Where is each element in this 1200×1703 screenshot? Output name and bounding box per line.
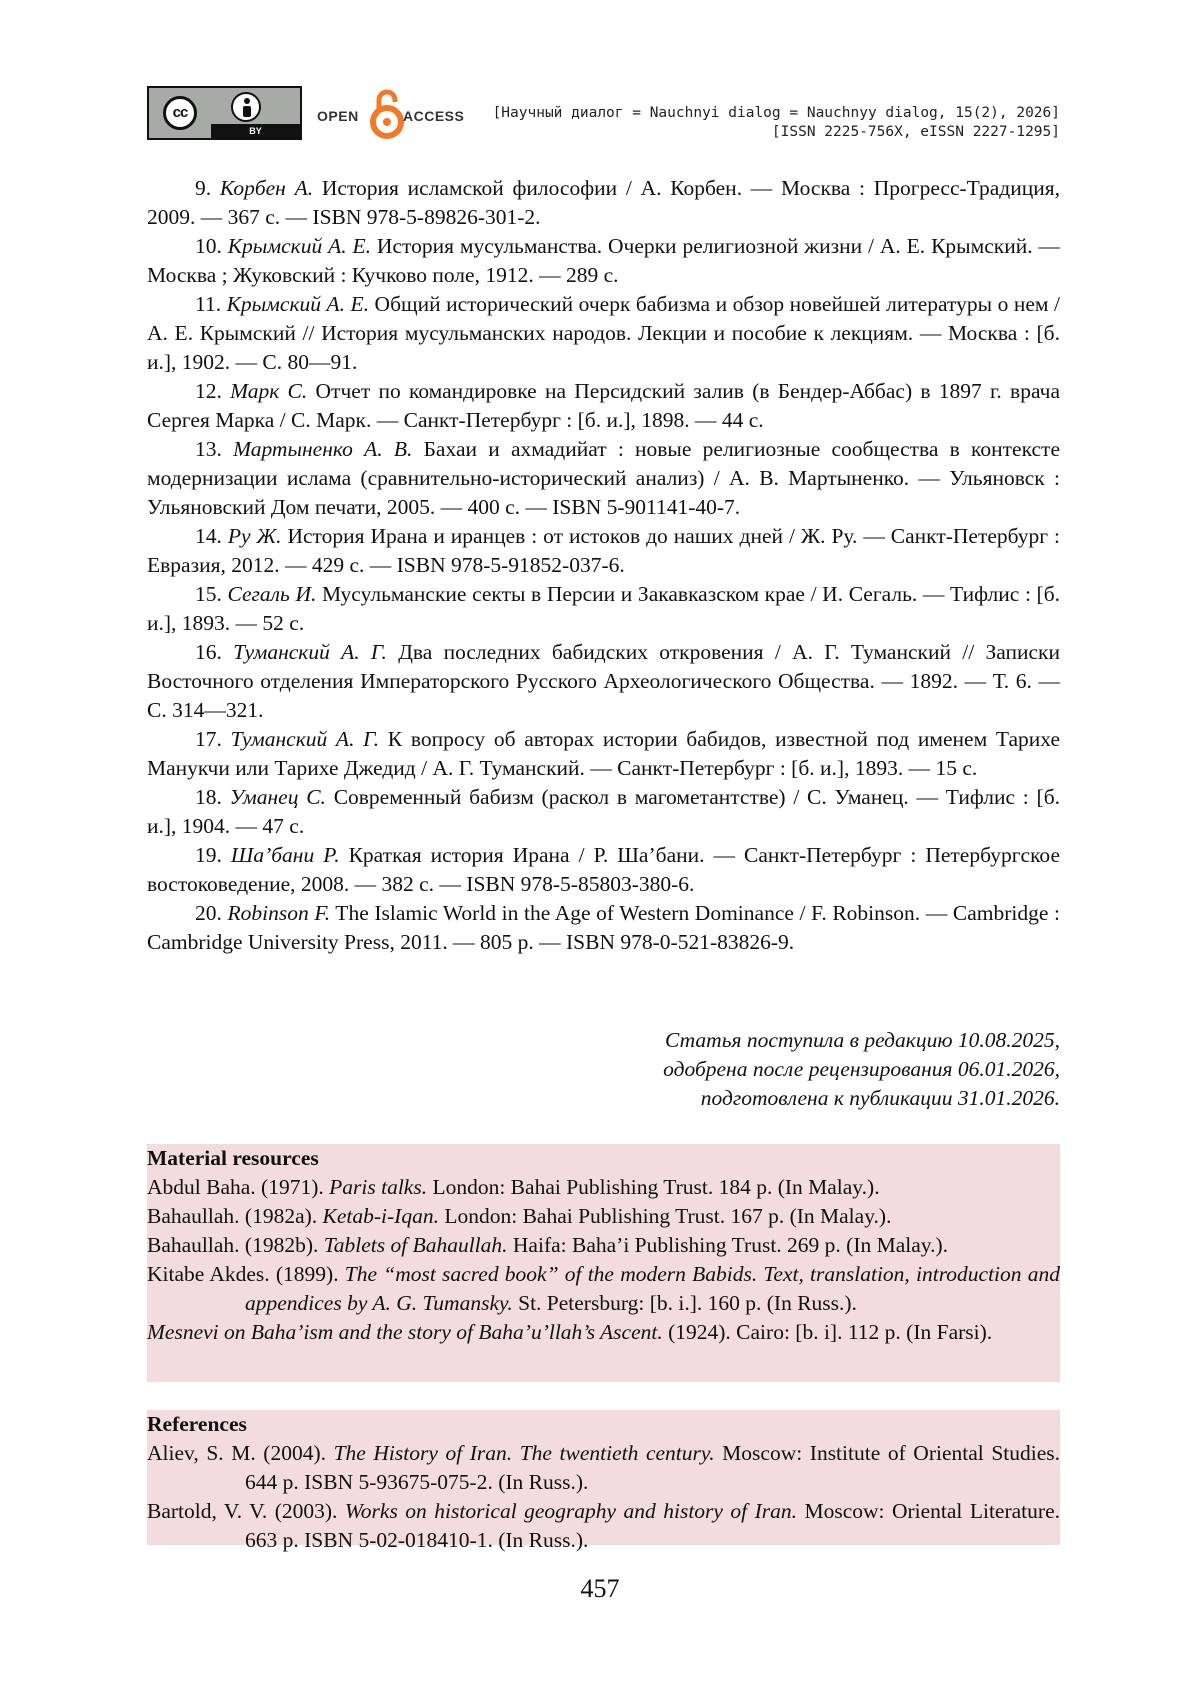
- reference-prefix: Abdul Baha. (1971).: [147, 1175, 330, 1199]
- reference-entry: [147, 1202, 1060, 1231]
- material-resources-section: [147, 1144, 1060, 1382]
- reference-number: 14.: [195, 524, 228, 548]
- reference-entry: [147, 1497, 1060, 1555]
- reference-author: Крымский А. Е.: [227, 234, 372, 258]
- reference-entry: [147, 638, 1060, 725]
- open-label: OPEN: [317, 108, 359, 124]
- material-resources-heading: Material resources: [147, 1146, 319, 1170]
- reference-number: 16.: [195, 640, 234, 664]
- attribution-icon: [231, 92, 261, 122]
- reference-entry: [147, 1318, 1060, 1347]
- reference-suffix: St. Petersburg: [b. i.]. 160 p. (In Russ.).: [512, 1291, 857, 1315]
- reference-title: The “most sacred book” of the modern Babids. Text, translation, introduction and appendices by A. G. Tumansky.: [245, 1262, 1060, 1315]
- reference-text: Краткая история Ирана / Р. Ша’бани. — Санкт-Петербург : Петербургское востоковедение, 2008. — 382 с. — ISBN 978-5-85803-380-6.: [147, 843, 1060, 896]
- reference-entry: [147, 290, 1060, 377]
- approved-date: одобрена после рецензирования 06.01.2026,: [663, 1057, 1060, 1081]
- submission-dates: [147, 1026, 1060, 1113]
- reference-author: Мартыненко А. В.: [233, 437, 413, 461]
- reference-suffix: London: Bahai Publishing Trust. 184 p. (In Malay.).: [427, 1175, 880, 1199]
- russian-reference-list: [147, 174, 1060, 957]
- reference-text: История исламской философии / А. Корбен. — Москва : Прогресс-Традиция, 2009. — 367 с. — ISBN 978-5-89826-301-2.: [147, 176, 1060, 229]
- references-list: [147, 1439, 1060, 1555]
- reference-entry: [147, 899, 1060, 957]
- received-date: Статья поступила в редакцию 10.08.2025,: [664, 1028, 1060, 1052]
- reference-number: 10.: [195, 234, 228, 258]
- reference-text: The Islamic World in the Age of Western Dominance / F. Robinson. — Cambridge : Cambridge University Press, 2011. — 805 p. — ISBN 978-0-521-83826-9.: [147, 901, 1060, 954]
- open-lock-icon: [369, 88, 405, 140]
- reference-author: Сегаль И.: [227, 582, 317, 606]
- reference-suffix: Moscow: Institute of Oriental Studies. 644 p. ISBN 5-93675-075-2. (In Russ.).: [245, 1441, 1061, 1494]
- reference-entry: [147, 1439, 1060, 1497]
- reference-text: Общий исторический очерк бабизма и обзор новейшей литературы о нем / А. Е. Крымский // История мусульманских народов. Лекции и пособие к лекциям. — Москва : [б. и.], 1902. — С. 80—91.: [147, 292, 1060, 374]
- reference-entry: [147, 377, 1060, 435]
- reference-text: История мусульманства. Очерки религиозной жизни / А. Е. Крымский. — Москва ; Жуковский : Кучково поле, 1912. — 289 с.: [147, 234, 1060, 287]
- reference-title: The History of Iran. The twentieth century.: [333, 1441, 715, 1465]
- cc-icon: cc: [163, 96, 197, 130]
- journal-title-line: [Научный диалог = Nauchnyi dialog = Nauchnyy dialog, 15(2), 2026]: [492, 105, 1060, 121]
- reference-suffix: London: Bahai Publishing Trust. 167 p. (In Malay.).: [438, 1204, 892, 1228]
- reference-entry: [147, 1231, 1060, 1260]
- reference-entry: [147, 783, 1060, 841]
- reference-entry: [147, 725, 1060, 783]
- reference-entry: [147, 232, 1060, 290]
- prepared-date: подготовлена к публикации 31.01.2026.: [700, 1086, 1060, 1110]
- reference-entry: [147, 522, 1060, 580]
- references-section: [147, 1410, 1061, 1552]
- reference-entry: [147, 1173, 1060, 1202]
- reference-title: Works on historical geography and history of Iran.: [344, 1499, 798, 1523]
- reference-author: Марк С.: [230, 379, 308, 403]
- reference-number: 17.: [195, 727, 231, 751]
- reference-prefix: Bartold, V. V. (2003).: [147, 1499, 345, 1523]
- reference-author: Корбен А.: [219, 176, 314, 200]
- reference-text: История Ирана и иранцев : от истоков до наших дней / Ж. Ру. — Санкт-Петербург : Евразия, 2012. — 429 с. — ISBN 978-5-91852-037-6.: [147, 524, 1061, 577]
- reference-text: Два последних бабидских откровения / А. Г. Туманский // Записки Восточного отделения Императорского Русского Археологического Общества. — 1892. — Т. 6. — С. 314—321.: [147, 640, 1061, 722]
- reference-number: 18.: [195, 785, 230, 809]
- reference-prefix: Bahaullah. (1982a).: [147, 1204, 323, 1228]
- reference-title: Ketab-i-Iqan.: [322, 1204, 439, 1228]
- reference-number: 15.: [195, 582, 228, 606]
- reference-title: Tablets of Bahaullah.: [323, 1233, 508, 1257]
- reference-author: Крымский А. Е.: [226, 292, 370, 316]
- reference-entry: [147, 841, 1060, 899]
- journal-issn-line: [ISSN 2225-756X, eISSN 2227-1295]: [771, 124, 1060, 140]
- reference-suffix: Moscow: Oriental Literature. 663 p. ISBN 5-02-018410-1. (In Russ.).: [245, 1499, 1060, 1552]
- access-label: ACCESS: [403, 108, 465, 124]
- reference-number: 9.: [195, 176, 220, 200]
- reference-text: Отчет по командировке на Персидский залив (в Бендер-Аббас) в 1897 г. врача Сергея Марка / С. Марк. — Санкт-Петербург : [б. и.], 1898. — 44 с.: [147, 379, 1060, 432]
- reference-number: 13.: [195, 437, 234, 461]
- reference-author: Ру Ж.: [227, 524, 282, 548]
- reference-number: 11.: [195, 292, 227, 316]
- reference-prefix: Aliev, S. M. (2004).: [147, 1441, 334, 1465]
- reference-title: Paris talks.: [329, 1175, 428, 1199]
- reference-number: 20.: [195, 901, 228, 925]
- reference-prefix: Kitabe Akdes. (1899).: [147, 1262, 345, 1286]
- reference-title: Mesnevi on Baha’ism and the story of Baha’u’llah’s Ascent.: [147, 1320, 663, 1344]
- reference-entry: [147, 435, 1060, 522]
- open-access-logo[interactable]: [317, 84, 467, 144]
- reference-entry: [147, 580, 1060, 638]
- page-number: 457: [580, 1574, 620, 1603]
- reference-author: Ша’бани Р.: [230, 843, 340, 867]
- reference-suffix: (1924). Cairo: [b. i]. 112 p. (In Farsi).: [662, 1320, 993, 1344]
- material-resources-list: [147, 1173, 1060, 1347]
- reference-text: Современный бабизм (раскол в магометантстве) / С. Уманец. — Тифлис : [б. и.], 1904. — 47 с.: [147, 785, 1061, 838]
- reference-author: Уманец С.: [229, 785, 326, 809]
- reference-author: Robinson F.: [227, 901, 331, 925]
- by-label: BY: [211, 124, 300, 138]
- page-header: [147, 84, 1060, 144]
- reference-text: К вопросу об авторах истории бабидов, известной под именем Тарихе Манукчи или Тарихе Джедид / А. Г. Туманский. — Санкт-Петербург : [б. и.], 1893. — 15 с.: [147, 727, 1061, 780]
- cc-by-license-badge[interactable]: [147, 86, 302, 140]
- journal-citation: [493, 104, 1060, 142]
- reference-author: Туманский А. Г.: [233, 640, 387, 664]
- reference-entry: [147, 174, 1060, 232]
- references-heading: References: [147, 1412, 247, 1436]
- reference-number: 19.: [195, 843, 231, 867]
- reference-text: Мусульманские секты в Персии и Закавказском крае / И. Сегаль. — Тифлис : [б. и.], 1893. — 52 с.: [147, 582, 1061, 635]
- reference-prefix: Bahaullah. (1982b).: [147, 1233, 324, 1257]
- reference-suffix: Haifa: Baha’i Publishing Trust. 269 p. (In Malay.).: [507, 1233, 949, 1257]
- reference-number: 12.: [195, 379, 231, 403]
- reference-text: Бахаи и ахмадийат : новые религиозные сообщества в контексте модернизации ислама (сравнительно-исторический анализ) / А. В. Мартыненко. — Ульяновск : Ульяновский Дом печати, 2005. — 400 с. — ISBN 5-901141-40-7.: [147, 437, 1060, 519]
- reference-author: Туманский А. Г.: [230, 727, 380, 751]
- reference-entry: [147, 1260, 1060, 1318]
